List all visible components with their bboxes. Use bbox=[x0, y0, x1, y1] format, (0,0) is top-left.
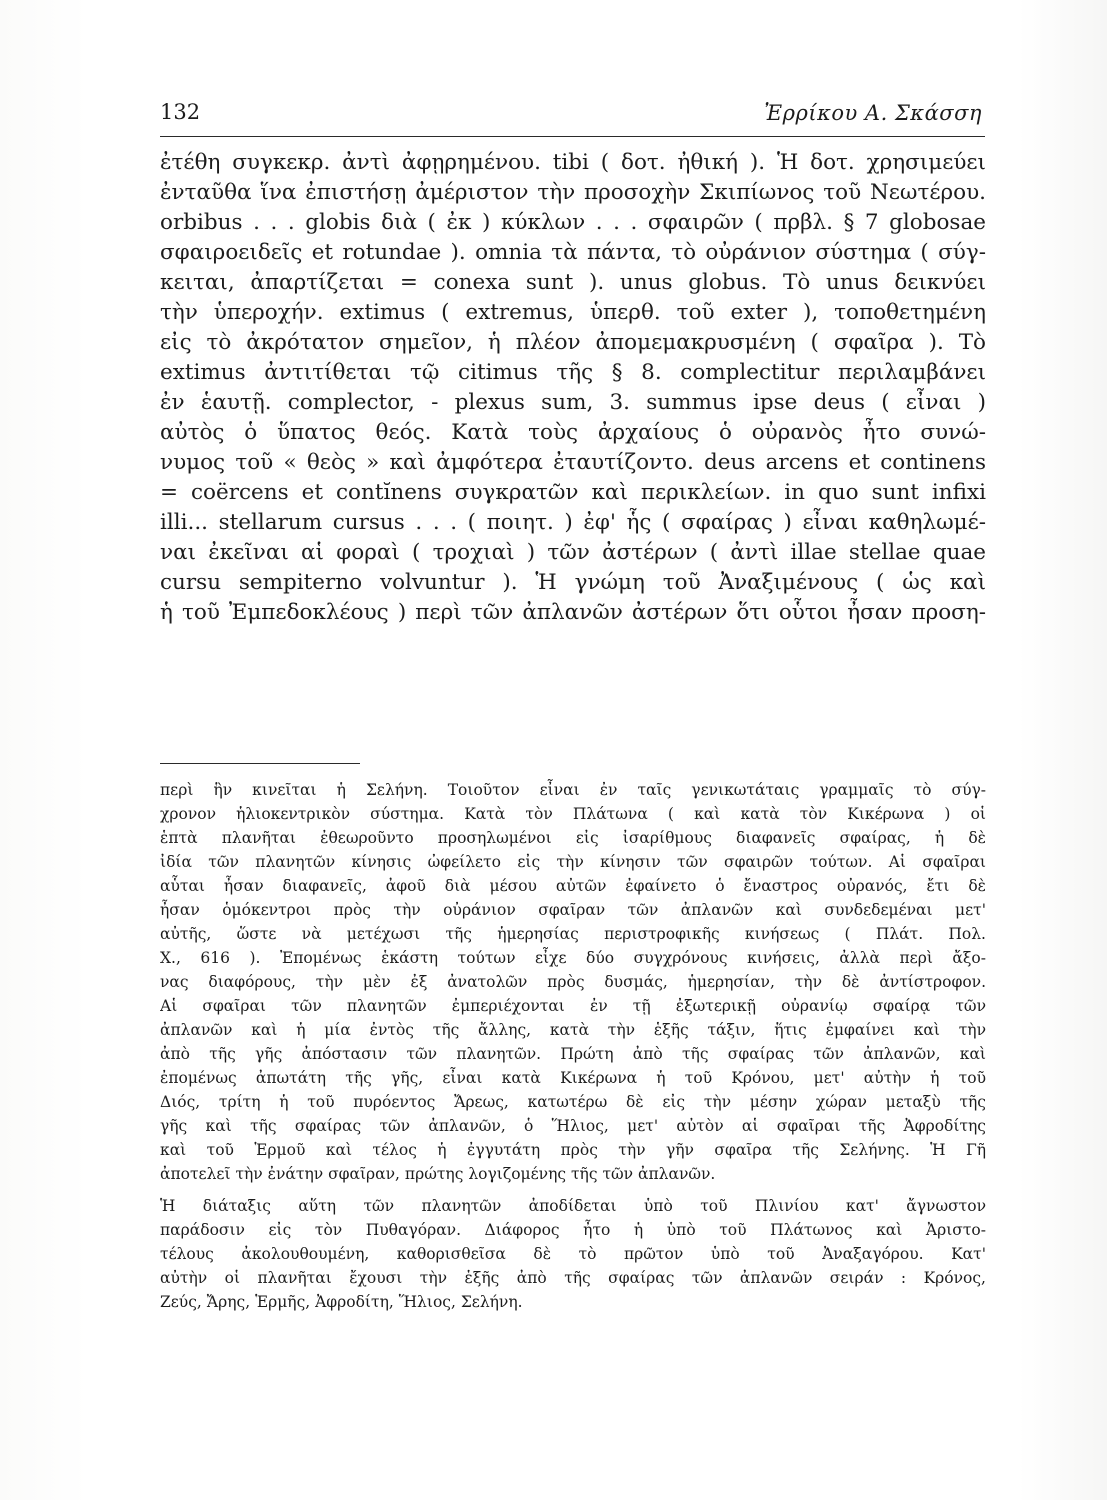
text-line: ἐν ἑαυτῇ. complector, - plexus sum, 3. summus ipse deus ( εἶναι ) bbox=[160, 390, 986, 415]
footnote-line: Διός, τρίτη ἡ τοῦ πυρόεντος Ἄρεως, κατωτέρω δὲ εἰς τὴν μέσην χώραν μεταξὺ τῆς bbox=[160, 1093, 986, 1111]
footnote-line: ἰδία τῶν πλανητῶν κίνησις ὠφείλετο εἰς τὴν κίνησιν τῶν σφαιρῶν τούτων. Αἱ σφαῖραι bbox=[160, 853, 986, 871]
footnote-line: τέλους ἀκολουθουμένη, καθορισθεῖσα δὲ τὸ πρῶτον ὑπὸ τοῦ Ἀναξαγόρου. Κατ' bbox=[160, 1245, 986, 1263]
text-line: orbibus . . . globis διὰ ( ἐκ ) κύκλων . . . σφαιρῶν ( πρβλ. § 7 globosae bbox=[160, 210, 986, 235]
footnote-line: ἦσαν ὁμόκεντροι πρὸς τὴν οὐράνιον σφαῖραν τῶν ἀπλανῶν καὶ συνδεδεμέναι μετ' bbox=[160, 901, 986, 919]
footnote-line: ἀπὸ τῆς γῆς ἀπόστασιν τῶν πλανητῶν. Πρώτη ἀπὸ τῆς σφαίρας τῶν ἀπλανῶν, καὶ bbox=[160, 1045, 986, 1063]
footnote-line: περὶ ἣν κινεῖται ἡ Σελήνη. Τοιοῦτον εἶναι ἐν ταῖς γενικωτάταις γραμμαῖς τὸ σύγ- bbox=[160, 781, 986, 799]
text-line: ἡ τοῦ Ἐμπεδοκλέους ) περὶ τῶν ἀπλανῶν ἀστέρων ὅτι οὗτοι ἦσαν προση- bbox=[160, 600, 986, 625]
text-line: εἰς τὸ ἀκρότατον σημεῖον, ἡ πλέον ἀπομεμακρυσμένη ( σφαῖρα ). Τὸ bbox=[160, 330, 986, 355]
footnote-line: αὐτὴν οἱ πλανῆται ἔχουσι τὴν ἑξῆς ἀπὸ τῆς σφαίρας τῶν ἀπλανῶν σειράν : Κρόνος, bbox=[160, 1269, 986, 1287]
text-line: αὐτὸς ὁ ὕπατος θεός. Κατὰ τοὺς ἀρχαίους ὁ οὐρανὸς ἦτο συνώ- bbox=[160, 420, 986, 445]
footnote-line: νας διαφόρους, τὴν μὲν ἐξ ἀνατολῶν πρὸς δυσμάς, ἡμερησίαν, τὴν δὲ ἀντίστροφον. bbox=[160, 973, 986, 991]
text-line: σφαιροειδεῖς et rotundae ). omnia τὰ πάντα, τὸ οὐράνιον σύστημα ( σύγ- bbox=[160, 240, 986, 265]
header-rule bbox=[160, 136, 985, 137]
text-line: τὴν ὑπεροχήν. extimus ( extremus, ὑπερθ. τοῦ exter ), τοποθετημένη bbox=[160, 300, 986, 325]
footnote-line: αὗται ἦσαν διαφανεῖς, ἀφοῦ διὰ μέσου αὐτῶν ἐφαίνετο ὁ ἔναστρος οὐρανός, ἔτι δὲ bbox=[160, 877, 986, 895]
footnote-line: Αἱ σφαῖραι τῶν πλανητῶν ἐμπεριέχονται ἐν τῇ ἐξωτερικῇ οὐρανίῳ σφαίρᾳ τῶν bbox=[160, 997, 986, 1015]
text-line: κειται, ἀπαρτίζεται = conexa sunt ). unus globus. Τὸ unus δεικνύει bbox=[160, 270, 986, 295]
footnote-line: γῆς καὶ τῆς σφαίρας τῶν ἀπλανῶν, ὁ Ἥλιος, μετ' αὐτὸν αἱ σφαῖραι τῆς Ἀφροδίτης bbox=[160, 1117, 986, 1135]
footnote-line: ἀπλανῶν καὶ ἡ μία ἐντὸς τῆς ἄλλης, κατὰ τὴν ἑξῆς τάξιν, ἥτις ἐμφαίνει καὶ τὴν bbox=[160, 1021, 986, 1039]
footnote-line: καὶ τοῦ Ἑρμοῦ καὶ τέλος ἡ ἐγγυτάτη πρὸς τὴν γῆν σφαῖρα τῆς Σελήνης. Ἡ Γῆ bbox=[160, 1141, 986, 1159]
text-line: illi... stellarum cursus . . . ( ποιητ. ) ἐφ' ἧς ( σφαίρας ) εἶναι καθηλωμέ- bbox=[160, 510, 986, 535]
footnote-line: παράδοσιν εἰς τὸν Πυθαγόραν. Διάφορος ἦτο ἡ ὑπὸ τοῦ Πλάτωνος καὶ Ἀριστο- bbox=[160, 1221, 986, 1239]
page-number: 132 bbox=[160, 100, 201, 124]
footnote-line: ἑπτὰ πλανῆται ἐθεωροῦντο προσηλωμένοι εἰς ἰσαρίθμους διαφανεῖς σφαίρας, ἡ δὲ bbox=[160, 829, 986, 847]
running-head: Ἐρρίκου Α. Σκάσση bbox=[764, 101, 982, 125]
text-line: ἐτέθη συγκεκρ. ἀντὶ ἀφῃρημένου. tibi ( δοτ. ἠθική ). Ἡ δοτ. χρησιμεύει bbox=[160, 150, 986, 175]
footnote-block bbox=[160, 778, 986, 1314]
text-line: cursu sempiterno volvuntur ). Ἡ γνώμη τοῦ Ἀναξιμένους ( ὡς καὶ bbox=[160, 570, 986, 595]
footnote-line: ἐπομένως ἀπωτάτη τῆς γῆς, εἶναι κατὰ Κικέρωνα ἡ τοῦ Κρόνου, μετ' αὐτὴν ἡ τοῦ bbox=[160, 1069, 986, 1087]
text-line: extimus ἀντιτίθεται τῷ citimus τῆς § 8. complectitur περιλαμβάνει bbox=[160, 360, 986, 385]
footnote-line: ἀποτελεῖ τὴν ἐνάτην σφαῖραν, πρώτης λογιζομένης τῆς τῶν ἀπλανῶν. bbox=[160, 1165, 716, 1183]
text-line: ἐνταῦθα ἵνα ἐπιστήσῃ ἀμέριστον τὴν προσοχὴν Σκιπίωνος τοῦ Νεωτέρου. bbox=[160, 180, 986, 205]
text-line: ναι ἐκεῖναι αἱ φοραὶ ( τροχιαὶ ) τῶν ἀστέρων ( ἀντὶ illae stellae quae bbox=[160, 540, 986, 565]
footnote-line: Ἡ διάταξις αὕτη τῶν πλανητῶν ἀποδίδεται ὑπὸ τοῦ Πλινίου κατ' ἄγνωστον bbox=[160, 1197, 986, 1215]
main-text-block bbox=[160, 148, 986, 628]
footnote-line: X., 616 ). Ἐπομένως ἑκάστη τούτων εἶχε δύο συγχρόνους κινήσεις, ἀλλὰ περὶ ἄξο- bbox=[160, 949, 986, 967]
text-line: = coërcens et contĭnens συγκρατῶν καὶ περικλείων. in quo sunt infixi bbox=[160, 480, 986, 505]
footnote-line: χρονον ἡλιοκεντρικὸν σύστημα. Κατὰ τὸν Πλάτωνα ( καὶ κατὰ τὸν Κικέρωνα ) οἱ bbox=[160, 805, 986, 823]
footnote-rule bbox=[160, 763, 360, 764]
text-line: νυμος τοῦ « θεὸς » καὶ ἀμφότερα ἐταυτίζοντο. deus arcens et continens bbox=[160, 450, 986, 475]
footnote-line: αὐτῆς, ὥστε νὰ μετέχωσι τῆς ἡμερησίας περιστροφικῆς κινήσεως ( Πλάτ. Πολ. bbox=[160, 925, 986, 943]
footnote-line: Ζεύς, Ἄρης, Ἑρμῆς, Ἀφροδίτη, Ἥλιος, Σελήνη. bbox=[160, 1293, 523, 1311]
paragraph-gap bbox=[160, 1186, 986, 1194]
